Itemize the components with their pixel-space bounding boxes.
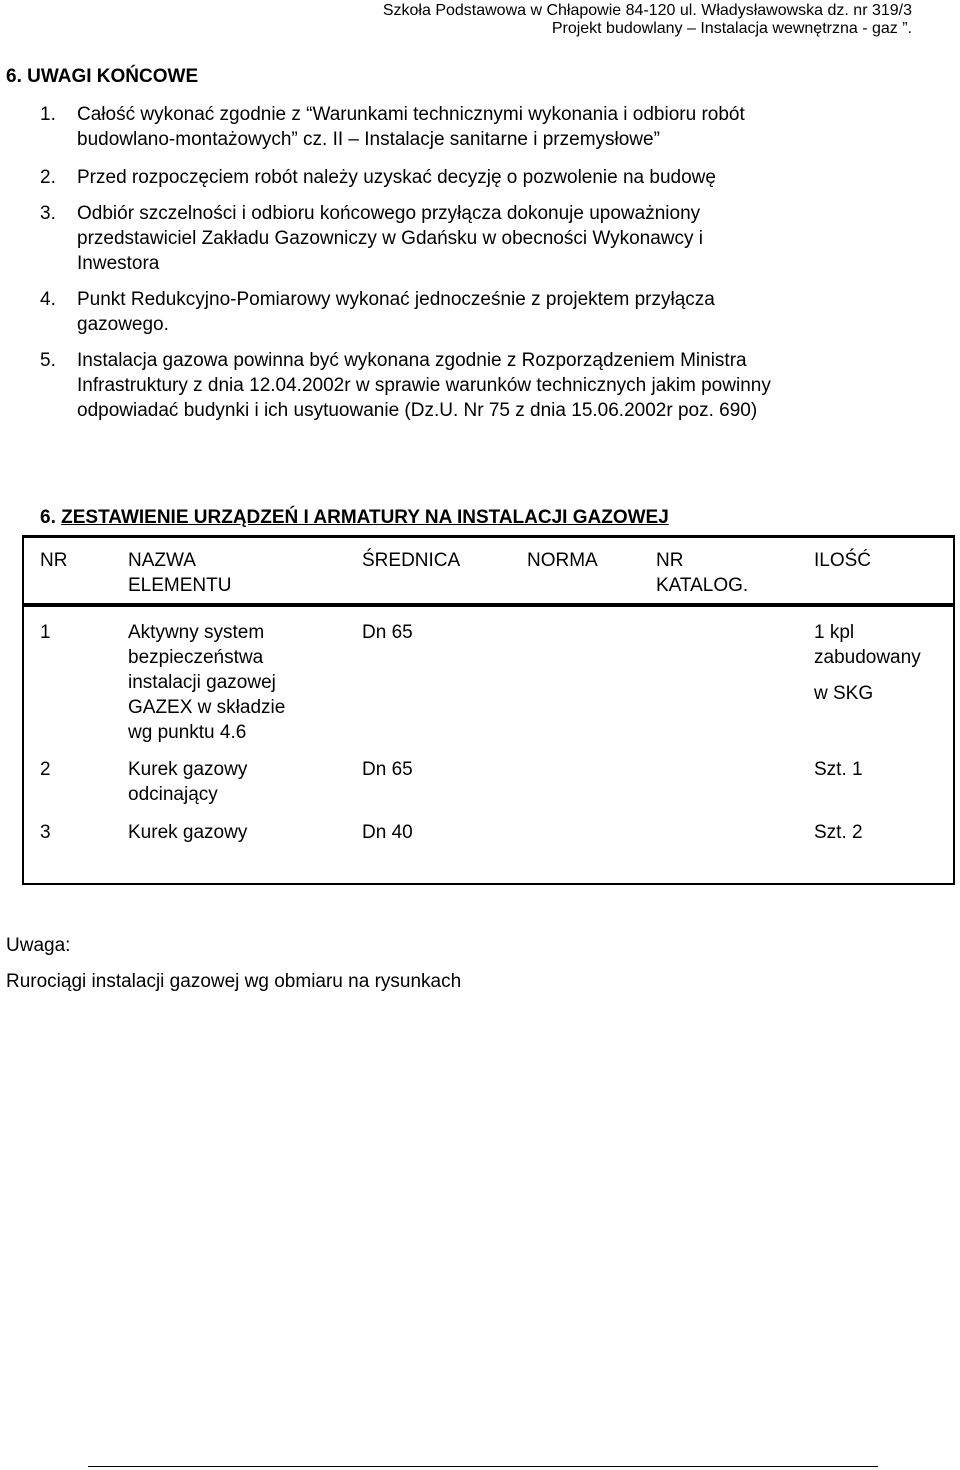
col-header-name-line: NAZWA [128, 550, 196, 571]
item-text-line: odpowiadać budynki i ich usytuowanie (Dz.U. Nr 75 z dnia 15.06.2002r poz. 690) [77, 400, 758, 421]
col-header-quantity: ILOŚĆ [814, 550, 872, 571]
row-1-quantity-line: 1 kpl [814, 622, 855, 643]
item-number: 3. [40, 203, 56, 224]
note-text: Rurociągi instalacji gazowej wg obmiaru na rysunkach [6, 971, 462, 992]
item-text-line: budowlano-montażowych” cz. II – Instalacje sanitarne i przemysłowe” [77, 129, 660, 150]
item-text-line: przedstawiciel Zakładu Gazowniczy w Gdańsku w obecności Wykonawcy i [77, 228, 704, 249]
col-header-catalog-line: KATALOG. [656, 575, 749, 596]
row-1-nr: 1 [40, 622, 51, 643]
row-2-name-line: Kurek gazowy [128, 759, 248, 780]
col-header-nr: NR [40, 550, 68, 571]
item-text-line: Punkt Redukcyjno-Pomiarowy wykonać jednocześnie z projektem przyłącza [77, 289, 715, 310]
item-text-line: Całość wykonać zgodnie z “Warunkami technicznymi wykonania i odbioru robót [77, 104, 745, 125]
row-1-quantity-line: w SKG [814, 683, 874, 704]
item-number: 4. [40, 289, 56, 310]
equipment-title-number: 6. [40, 507, 62, 528]
col-header-name-line: ELEMENTU [128, 575, 232, 596]
item-text-line: Odbiór szczelności i odbioru końcowego przyłącza dokonuje upoważniony [77, 203, 701, 224]
item-number: 5. [40, 350, 56, 371]
note-label: Uwaga: [6, 935, 71, 956]
footer-divider [88, 1466, 878, 1467]
row-2-name [128, 757, 247, 807]
row-2-nr: 2 [40, 759, 51, 780]
section-title-final-remarks: 6. UWAGI KOŃCOWE [6, 66, 199, 87]
col-header-diameter: ŚREDNICA [362, 550, 461, 571]
item-text-line: Przed rozpoczęciem robót należy uzyskać decyzję o pozwolenie na budowę [77, 167, 716, 188]
item-text-line: Infrastruktury z dnia 12.04.2002r w sprawie warunków technicznych jakim powinny [77, 375, 771, 396]
row-1-name [128, 620, 285, 745]
row-1-quantity-line: zabudowany [814, 647, 921, 668]
item-text-line: gazowego. [77, 314, 169, 335]
row-1-diameter: Dn 65 [362, 622, 413, 643]
row-1-name-line: wg punktu 4.6 [128, 722, 247, 743]
col-header-norm: NORMA [527, 550, 598, 571]
equipment-table-title [40, 507, 669, 529]
item-number: 2. [40, 167, 56, 188]
row-1-name-line: Aktywny system [128, 622, 265, 643]
row-1-name-line: GAZEX w składzie [128, 697, 286, 718]
row-1-name-line: instalacji gazowej [128, 672, 276, 693]
row-2-name-line: odcinający [128, 784, 218, 805]
col-header-catalog-line: NR [656, 550, 684, 571]
row-3-quantity: Szt. 2 [814, 822, 863, 843]
header-project-line: Projekt budowlany – Instalacja wewnętrzna - gaz ”. [551, 20, 912, 37]
item-number: 1. [40, 104, 56, 125]
equipment-title-text: ZESTAWIENIE URZĄDZEŃ I ARMATURY NA INSTALACJI GAZOWEJ [61, 507, 669, 528]
row-3-name: Kurek gazowy [128, 822, 248, 843]
col-header-name [128, 548, 231, 598]
item-text-line: Inwestora [77, 253, 160, 274]
row-2-diameter: Dn 65 [362, 759, 413, 780]
row-2-quantity: Szt. 1 [814, 759, 863, 780]
row-1-quantity [814, 620, 921, 706]
row-3-nr: 3 [40, 822, 51, 843]
col-header-catalog [656, 548, 748, 598]
row-1-name-line: bezpieczeństwa [128, 647, 264, 668]
header-school-line: Szkoła Podstawowa w Chłapowie 84-120 ul. Władysławowska dz. nr 319/3 [382, 2, 912, 19]
item-text-line: Instalacja gazowa powinna być wykonana zgodnie z Rozporządzeniem Ministra [77, 350, 747, 371]
row-3-diameter: Dn 40 [362, 822, 413, 843]
